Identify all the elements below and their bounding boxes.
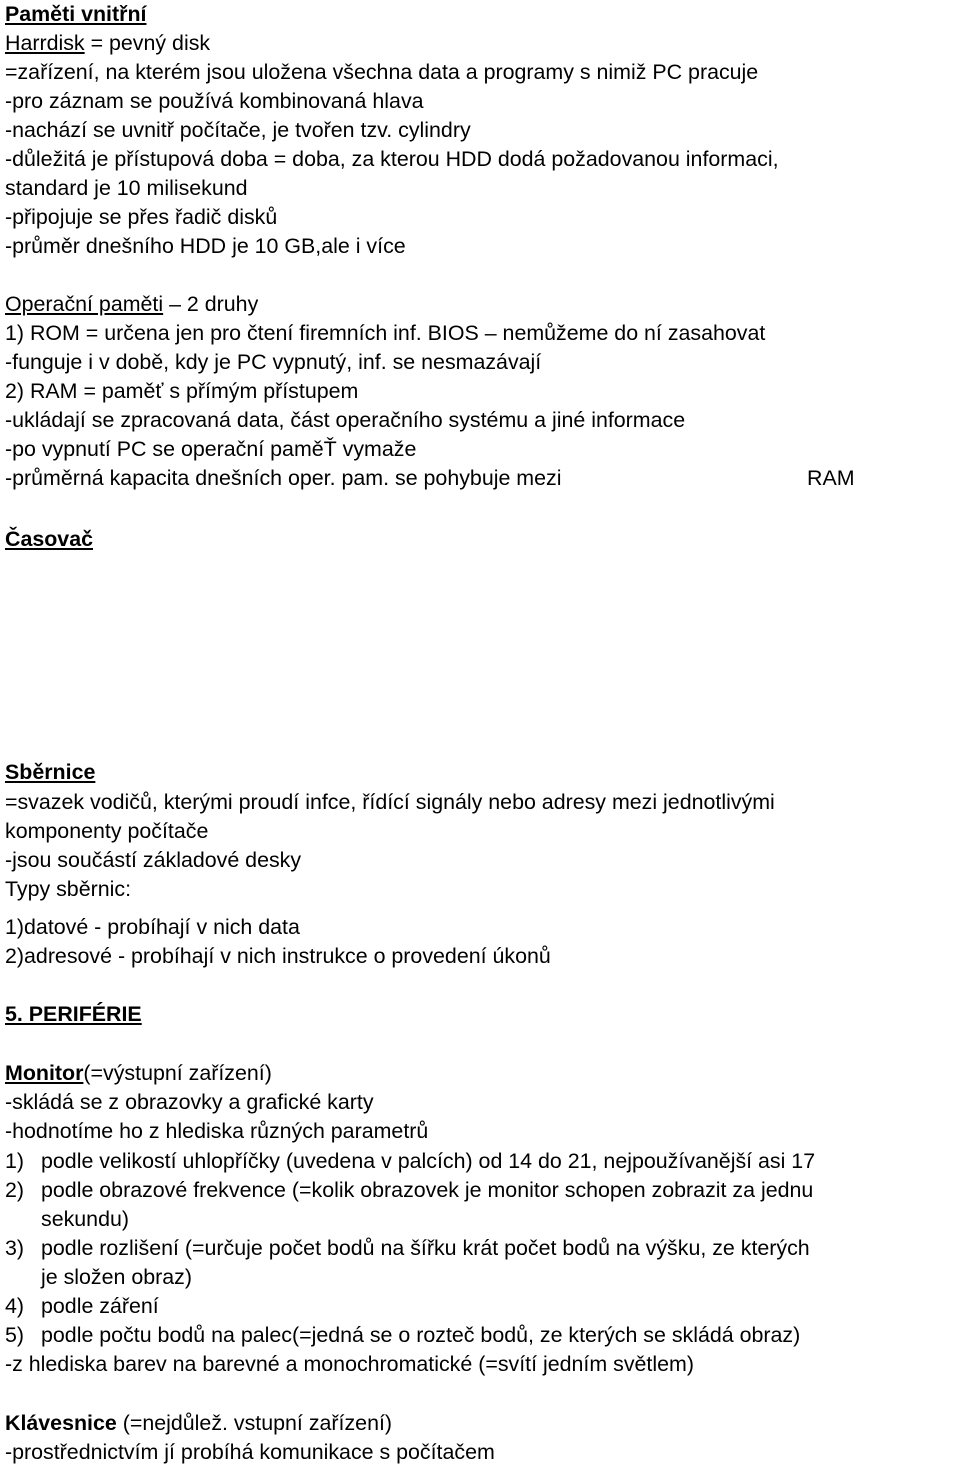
list-number: 4) <box>5 1294 25 1318</box>
text-line: 1)datové - probíhají v nich data <box>5 915 300 939</box>
text-line: 2) RAM = paměť s přímým přístupem <box>5 379 359 403</box>
list-item <box>5 1234 810 1263</box>
klavesnice-term: Klávesnice <box>5 1411 117 1435</box>
hdd-definition: = pevný disk <box>84 31 211 55</box>
text-line: -z hlediska barev na barevné a monochromatické (=svítí jedním světlem) <box>5 1352 694 1376</box>
operacni-pameti-line <box>5 290 258 319</box>
text-line: -jsou součástí základové desky <box>5 848 302 872</box>
list-text: podle rozlišení (=určuje počet bodů na šířku krát počet bodů na výšku, ze kterých <box>41 1236 810 1260</box>
text-line: =svazek vodičů, kterými proudí infce, řídící signály nebo adresy mezi jednotlivými <box>5 790 775 814</box>
text-line: =zařízení, na kterém jsou uložena všechna data a programy s nimiž PC pracuje <box>5 60 759 84</box>
text-line: 1) ROM = určena jen pro čtení firemních inf. BIOS – nemůžeme do ní zasahovat <box>5 321 766 345</box>
heading-pameti-vnitrni: Paměti vnitřní <box>5 2 147 26</box>
list-item <box>5 1321 800 1350</box>
text-line: standard je 10 milisekund <box>5 176 248 200</box>
monitor-term: Monitor <box>5 1061 84 1085</box>
capacity-text: -průměrná kapacita dnešních oper. pam. se pohybuje mezi <box>5 466 562 490</box>
text-line: -pro záznam se používá kombinovaná hlava <box>5 89 424 113</box>
text-line: 2)adresové - probíhají v nich instrukce o provedení úkonů <box>5 944 551 968</box>
text-line: -funguje i v době, kdy je PC vypnutý, inf. se nesmazávají <box>5 350 542 374</box>
list-item <box>5 1292 159 1321</box>
list-item <box>5 1176 813 1205</box>
klavesnice-rest: (=nejdůlež. vstupní zařízení) <box>116 1411 393 1435</box>
monitor-rest: (=výstupní zařízení) <box>83 1061 272 1085</box>
klavesnice-line <box>5 1409 392 1438</box>
text-line: -důležitá je přístupová doba = doba, za kterou HDD dodá požadovanou informaci, <box>5 147 779 171</box>
text-line: -ukládají se zpracovaná data, část operačního systému a jiné informace <box>5 408 686 432</box>
text-line: -průměr dnešního HDD je 10 GB,ale i více <box>5 234 406 258</box>
text-line: -po vypnutí PC se operační paměŤ vymaže <box>5 437 417 461</box>
operacni-pameti-term: Operační paměti <box>5 292 164 316</box>
text-line: komponenty počítače <box>5 819 209 843</box>
list-text: podle počtu bodů na palec(=jedná se o rozteč bodů, ze kterých se skládá obraz) <box>41 1323 801 1347</box>
text-line: -připojuje se přes řadič disků <box>5 205 278 229</box>
text-line: -skládá se z obrazovky a grafické karty <box>5 1090 374 1114</box>
list-item <box>5 1147 815 1176</box>
heading-periferie: 5. PERIFÉRIE <box>5 1002 142 1026</box>
ram-label: RAM <box>807 466 855 490</box>
operacni-pameti-rest: – 2 druhy <box>163 292 259 316</box>
list-text: podle obrazové frekvence (=kolik obrazovek je monitor schopen zobrazit za jednu <box>41 1178 814 1202</box>
text-line: -prostřednictvím jí probíhá komunikace s počítačem <box>5 1440 495 1464</box>
list-text: podle velikostí uhlopříčky (uvedena v palcích) od 14 do 21, nejpoužívanější asi 17 <box>41 1149 816 1173</box>
capacity-line <box>5 464 955 493</box>
list-item-continuation: je složen obraz) <box>41 1265 192 1289</box>
monitor-line <box>5 1059 272 1088</box>
text-line: Typy sběrnic: <box>5 877 132 901</box>
text-line: -nachází se uvnitř počítače, je tvořen tzv. cylindry <box>5 118 471 142</box>
list-text: podle záření <box>41 1294 159 1318</box>
list-number: 3) <box>5 1236 25 1260</box>
heading-casovac: Časovač <box>5 527 93 551</box>
list-item-continuation: sekundu) <box>41 1207 129 1231</box>
text-line: -hodnotíme ho z hlediska různých parametrů <box>5 1119 429 1143</box>
list-number: 2) <box>5 1178 25 1202</box>
list-number: 1) <box>5 1149 25 1173</box>
list-number: 5) <box>5 1323 25 1347</box>
heading-sbernice: Sběrnice <box>5 760 96 784</box>
hdd-term: Harrdisk <box>5 31 85 55</box>
hdd-line <box>5 29 210 58</box>
